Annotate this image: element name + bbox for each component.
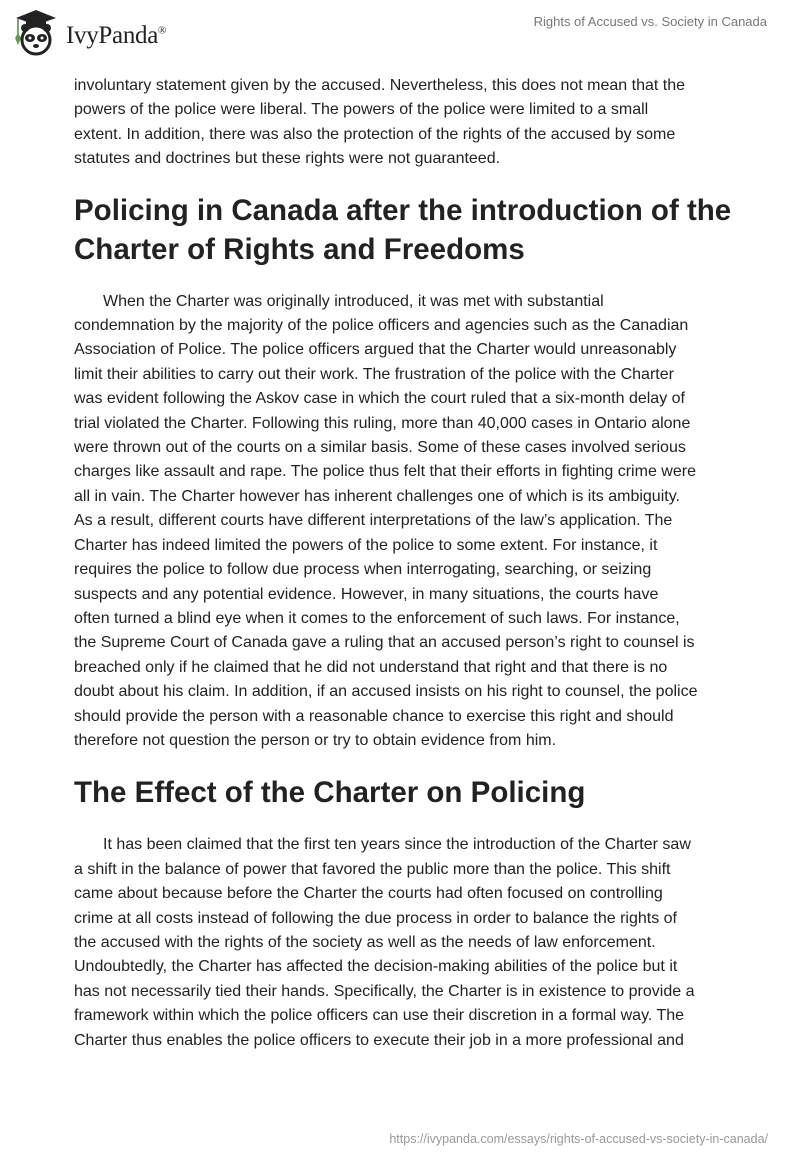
- ivypanda-logo[interactable]: [12, 8, 166, 56]
- article-section: [74, 74, 754, 172]
- paragraph-line: were thrown out of the courts on a similar basis. Some of these cases involved serious: [74, 439, 686, 457]
- paragraph-line: framework within which the police officers can use their discretion in a formal way. The: [74, 1007, 685, 1025]
- paragraph-line: the Supreme Court of Canada gave a ruling that an accused person’s right to counsel is: [74, 634, 695, 652]
- article-body: [74, 74, 754, 1053]
- paragraph-line: a shift in the balance of power that favored the public more than the police. This shift: [74, 860, 671, 878]
- paragraph-line: limit their abilities to carry out their work. The frustration of the police with the Charter: [74, 365, 674, 383]
- paragraph-line: powers of the police were liberal. The powers of the police were limited to a small: [74, 101, 649, 119]
- paragraph-line: came about because before the Charter the courts had often focused on controlling: [74, 885, 663, 903]
- source-url-link[interactable]: https://ivypanda.com/essays/rights-of-accused-vs-society-in-canada/: [389, 1132, 768, 1146]
- paragraph-line: involuntary statement given by the accused. Nevertheless, this does not mean that the: [74, 77, 686, 94]
- paragraph-line: extent. In addition, there was also the protection of the rights of the accused by some: [74, 125, 676, 143]
- paragraph-line: Charter thus enables the police officers to execute their job in a more professional and: [74, 1031, 684, 1049]
- paragraph-line: doubt about his claim. In addition, if an accused insists on his right to counsel, the police: [74, 683, 698, 701]
- article-section: [74, 773, 754, 1053]
- paragraph-line: was evident following the Askov case in which the court ruled that a six-month delay of: [74, 390, 685, 408]
- heading-line: The Effect of the Charter on Policing: [74, 776, 586, 810]
- paragraph-line: Charter has indeed limited the powers of the police to some extent. For instance, it: [74, 536, 658, 554]
- article-section: [74, 191, 754, 754]
- section-heading: [74, 773, 754, 812]
- panda-mascot-icon: [12, 8, 60, 56]
- paragraph-line: therefore not question the person or try to obtain evidence from him.: [74, 731, 557, 749]
- paragraph-line: It has been claimed that the first ten years since the introduction of the Charter saw: [103, 836, 691, 854]
- heading-line: Charter of Rights and Freedoms: [74, 232, 525, 266]
- paragraph-line: the accused with the rights of the society as well as the needs of law enforcement.: [74, 933, 656, 951]
- heading-line: Policing in Canada after the introduction of the: [74, 193, 732, 227]
- paragraph-line: Undoubtedly, the Charter has affected the decision-making abilities of the police but it: [74, 958, 678, 976]
- registered-mark: ®: [158, 24, 167, 37]
- paragraph: [74, 290, 754, 754]
- section-heading: [74, 191, 754, 269]
- paragraph-line: Association of Police. The police officers argued that the Charter would unreasonably: [74, 341, 677, 359]
- paragraph-line: requires the police to follow due process when interrogating, searching, or seizing: [74, 561, 652, 579]
- paragraph-line: breached only if he claimed that he did not understand that right and that there is no: [74, 658, 668, 676]
- paragraph-line: When the Charter was originally introduced, it was met with substantial: [103, 292, 604, 310]
- paragraph-line: has not necessarily tied their hands. Specifically, the Charter is in existence to provide a: [74, 982, 695, 1000]
- paragraph-line: often turned a blind eye when it comes to the enforcement of such laws. For instance,: [74, 609, 680, 627]
- paragraph-line: As a result, different courts have different interpretations of the law’s application. The: [74, 512, 673, 530]
- paragraph: [74, 74, 754, 172]
- paragraph-line: statutes and doctrines but these rights were not guaranteed.: [74, 150, 501, 168]
- paragraph: [74, 833, 754, 1053]
- paragraph-line: trial violated the Charter. Following this ruling, more than 40,000 cases in Ontario alone: [74, 414, 691, 432]
- paragraph-line: charges like assault and rape. The police thus felt that their efforts in fighting crime were: [74, 463, 696, 481]
- paragraph-line: should provide the person with a reasonable chance to exercise this right and should: [74, 707, 674, 725]
- paragraph-line: crime at all costs instead of following the due process in order to balance the rights of: [74, 909, 677, 927]
- logo-text: IvyPanda: [66, 22, 159, 49]
- document-title: Rights of Accused vs. Society in Canada: [533, 14, 767, 29]
- paragraph-line: condemnation by the majority of the police officers and agencies such as the Canadian: [74, 317, 689, 335]
- paragraph-line: all in vain. The Charter however has inherent challenges one of which is its ambiguity.: [74, 487, 680, 505]
- paragraph-line: suspects and any potential evidence. However, in many situations, the courts have: [74, 585, 659, 603]
